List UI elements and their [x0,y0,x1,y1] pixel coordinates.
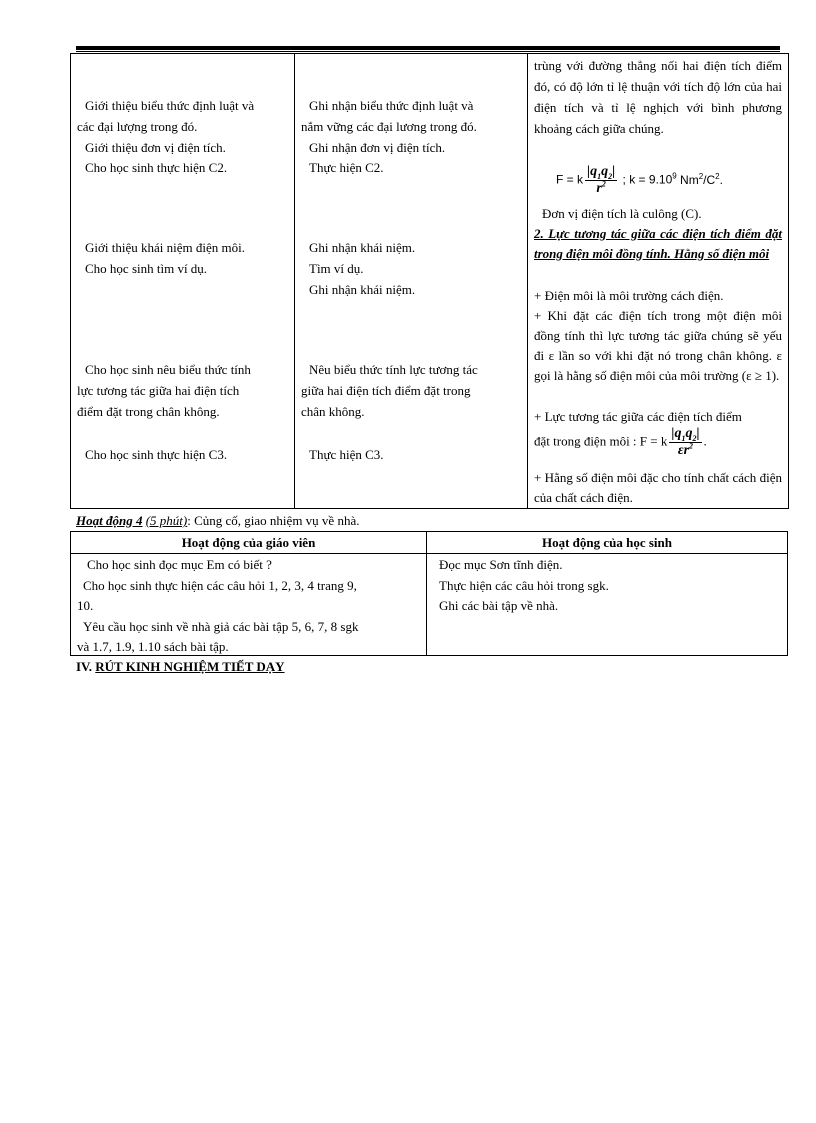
coulomb-formula [556,164,723,197]
student-line: Ghi nhận đơn vị điện tích. [309,140,446,155]
teacher-line: Cho học sinh tìm ví dụ. [85,261,208,276]
student-line: chân không. [301,404,365,419]
student-line: Thực hiện C3. [309,447,384,462]
teacher-activity: Cho học sinh đọc mục Em có biết ? [87,557,272,572]
content-column [528,54,789,509]
lesson-table [70,53,789,509]
formula-exponent: 9 [672,171,677,181]
header-rule [76,46,780,50]
formula-numerator: $|q_1q_2|$ [587,164,616,181]
student-line: Ghi nhận khái niệm. [309,282,416,297]
header-student: Hoạt động của học sinh [427,532,788,554]
law-statement: trùng với đường thẳng nối hai điện tích điểm đó, có độ lớn tỉ lệ thuận với tích độ lớn của hai điện tích và tỉ lệ nghịch với bình phương khoảng cách giữa chúng. [534,58,782,136]
student-line: Ghi nhận biểu thức định luật và [309,98,474,113]
activity-time: (5 phút) [145,513,188,528]
formula-prefix: đặt trong điện môi : F = k [534,433,668,449]
formula-denominator: $\varepsilon r^2$ [677,441,694,458]
teacher-line: Giới thiệu biểu thức định luật và [85,98,255,113]
teacher-line: Cho học sinh thực hiện C3. [85,447,228,462]
bullet-dielectric: + Điện môi là môi trường cách điện. [534,288,724,303]
teacher-line: Cho học sinh nêu biểu thức tính [85,362,251,377]
teacher-line: Cho học sinh thực hiện C2. [85,160,228,175]
formula-fraction [669,426,701,459]
student-activity: Thực hiện các câu hỏi trong sgk. [439,578,609,593]
student-line: giữa hai điện tích điểm đặt trong [301,383,471,398]
dielectric-formula [534,426,707,459]
teacher-activities [71,554,427,656]
student-line: Nêu biểu thức tính lực tương tác [309,362,478,377]
activity-4-title [76,511,359,531]
teacher-line: lực tương tác giữa hai điện tích [77,383,240,398]
teacher-activity: 10. [77,598,94,613]
student-line: Thực hiện C2. [309,160,384,175]
formula-numerator: $|q_1q_2|$ [671,426,700,443]
section-heading: 2. Lực tương tác giữa các điện tích điểm đặt trong điện môi đồng tính. Hằng số điện môi [534,226,782,261]
formula-suffix: ; k = 9.10 [622,172,673,187]
teacher-activity: Yêu cầu học sinh về nhà giả các bài tập 5, 6, 7, 8 sgk [83,619,359,634]
header-rule-thin [76,51,780,52]
teacher-line: các đại lượng trong đó. [77,119,198,134]
student-activity: Ghi các bài tập về nhà. [439,598,559,613]
bullet-force: + Lực tương tác giữa các điện tích điểm [534,409,742,424]
student-line: nắm vững các đại lương trong đó. [301,119,477,134]
teacher-line: điểm đặt trong chân không. [77,404,220,419]
student-activity: Đọc mục Sơn tĩnh điện. [439,557,563,572]
formula-unit: $Nm^2/C^2$. [680,171,723,187]
activity-desc: : Củng cố, giao nhiệm vụ về nhà. [187,513,360,528]
formula-fraction [585,164,617,197]
activity-label: Hoạt động 4 [76,513,143,528]
formula-prefix: F = k [556,172,584,187]
teacher-line: Giới thiệu đơn vị điện tích. [85,140,226,155]
student-activities [427,554,788,656]
teacher-column [71,54,295,509]
teacher-activity: Cho học sinh thực hiện các câu hỏi 1, 2, 3, 4 trang 9, [83,578,357,593]
header-teacher: Hoạt động của giáo viên [71,532,427,554]
formula-denominator: $r^2$ [596,179,606,196]
section-4-heading [76,657,285,677]
section-title: RÚT KINH NGHIỆM TIẾT DẠY [95,659,285,674]
student-column [295,54,528,509]
teacher-line: Giới thiệu khái niệm điện môi. [85,240,245,255]
student-line: Tìm ví dụ. [309,261,364,276]
section-number: IV. [76,659,93,674]
formula-suffix: . [703,433,707,449]
unit-line: Đơn vị điện tích là culông (C). [542,206,702,221]
bullet-weaken: + Khi đặt các điện tích trong một điện môi đồng tính thì lực tương tác giữa chúng sẽ yếu đi ε lần so với khi đặt nó trong chân không. ε gọi là hằng số điện môi của môi trường (ε ≥ 1). [534,308,782,383]
teacher-activity: và 1.7, 1.9, 1.10 sách bài tập. [77,639,229,654]
student-line: Ghi nhận khái niệm. [309,240,416,255]
activity-table [70,531,788,656]
bullet-constant: + Hằng số điện môi đặc cho tính chất cách điện của chất cách điện. [534,470,782,505]
